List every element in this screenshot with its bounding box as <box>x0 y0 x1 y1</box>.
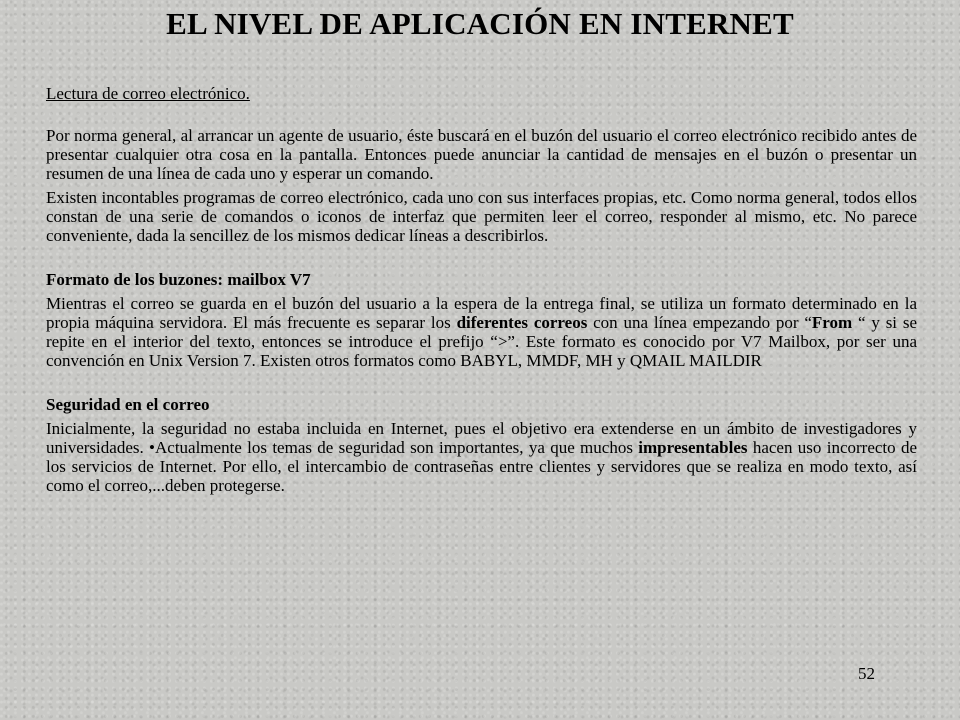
paragraph-mailbox-format <box>46 294 917 370</box>
page-number: 52 <box>858 664 875 683</box>
slide-content <box>46 84 917 495</box>
bold-text-run: From <box>811 313 853 332</box>
paragraph-user-agent: Por norma general, al arrancar un agente de usuario, éste buscará en el buzón del usuario el correo electrónico recibido antes de presentar cualquier otra cosa en la pantalla. Entonces puede anunciar la cantidad de mensajes en el buzón o presentar un resumen de una línea de cada uno y esperar un comando. <box>46 126 917 183</box>
paragraph-mail-programs: Existen incontables programas de correo electrónico, cada uno con sus interfaces propias, etc. Como norma general, todos ellos constan de una serie de comandos o iconos de interfaz que permiten leer el correo, responder al mismo, etc. No parece conveniente, dada la sencillez de los mismos dedicar líneas a describirlos. <box>46 188 917 245</box>
text-run: Inicialmente, la seguridad no estaba incluida en Internet, pues el objetivo era extenderse en un ámbito de investigadores y universidades. •Actualmente los temas de seguridad son importantes, ya que muchos <box>46 419 917 457</box>
text-run: Mientras el correo se guarda en el buzón del usuario a la espera de la entrega final, se utiliza un formato determinado en la propia máquina servidora. El más frecuente es separar los <box>46 294 917 332</box>
section-heading-mailbox-format: Formato de los buzones: mailbox V7 <box>46 270 311 289</box>
section-subtitle-reading: Lectura de correo electrónico. <box>46 84 250 103</box>
text-run: hacen uso incorrecto de los servicios de Internet. Por ello, el intercambio de contraseñas entre clientes y servidores que se realiza en modo texto, así como el correo,...deben protegerse. <box>46 438 917 495</box>
slide-title: EL NIVEL DE APLICACIÓN EN INTERNET <box>166 6 794 41</box>
paragraph-mail-security <box>46 419 917 495</box>
text-run: “ y si se repite en el interior del texto, entonces se introduce el prefijo “>”. Este formato es conocido por V7 Mailbox, por ser una convención en Unix Version 7. Existen otros formatos como BABYL, MMDF, MH y QMAIL MAILDIR <box>46 313 918 370</box>
section-heading-mail-security: Seguridad en el correo <box>46 395 210 414</box>
bold-text-run: diferentes correos <box>456 313 588 332</box>
bold-text-run: impresentables <box>638 438 748 457</box>
text-run: con una línea empezando por “ <box>587 313 812 332</box>
